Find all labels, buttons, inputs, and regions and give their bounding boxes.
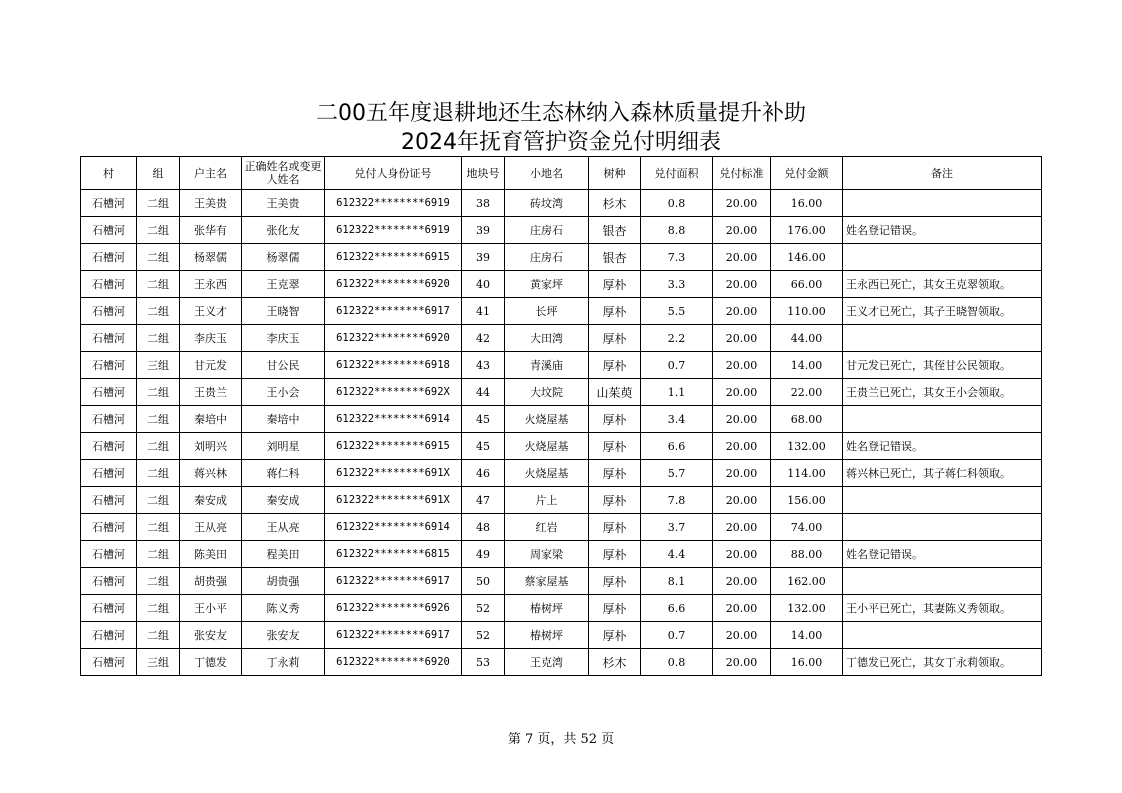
cell-amount: 14.00: [771, 352, 843, 379]
cell-plot-no: 49: [462, 541, 505, 568]
table-row: [81, 460, 1042, 487]
cell-species: 厚朴: [589, 271, 641, 298]
cell-group: 三组: [137, 352, 180, 379]
table-row: [81, 244, 1042, 271]
cell-correct-name: 秦培中: [242, 406, 325, 433]
cell-amount: 146.00: [771, 244, 843, 271]
cell-household-head: 陈美田: [180, 541, 242, 568]
cell-group: 二组: [137, 487, 180, 514]
cell-household-head: 王贵兰: [180, 379, 242, 406]
cell-place-name: 片上: [505, 487, 589, 514]
cell-amount: 44.00: [771, 325, 843, 352]
cell-correct-name: 王小会: [242, 379, 325, 406]
cell-standard: 20.00: [713, 622, 771, 649]
cell-id-number: 612322********6917: [325, 298, 462, 325]
header-standard: 兑付标准: [713, 157, 771, 190]
cell-household-head: 杨翠儒: [180, 244, 242, 271]
cell-village: 石槽河: [81, 271, 137, 298]
cell-correct-name: 秦安成: [242, 487, 325, 514]
cell-standard: 20.00: [713, 190, 771, 217]
cell-group: 二组: [137, 622, 180, 649]
cell-area: 6.6: [641, 595, 713, 622]
cell-plot-no: 42: [462, 325, 505, 352]
cell-group: 二组: [137, 568, 180, 595]
table-row: [81, 325, 1042, 352]
cell-species: 厚朴: [589, 541, 641, 568]
cell-standard: 20.00: [713, 433, 771, 460]
cell-correct-name: 甘公民: [242, 352, 325, 379]
table-row: [81, 298, 1042, 325]
cell-correct-name: 张安友: [242, 622, 325, 649]
cell-id-number: 612322********6919: [325, 217, 462, 244]
cell-village: 石槽河: [81, 217, 137, 244]
cell-correct-name: 胡贵强: [242, 568, 325, 595]
cell-place-name: 长坪: [505, 298, 589, 325]
table-row: [81, 379, 1042, 406]
cell-place-name: 红岩: [505, 514, 589, 541]
cell-village: 石槽河: [81, 514, 137, 541]
cell-species: 厚朴: [589, 568, 641, 595]
header-plot-no: 地块号: [462, 157, 505, 190]
cell-group: 二组: [137, 271, 180, 298]
cell-place-name: 庄房石: [505, 244, 589, 271]
cell-place-name: 火烧屋基: [505, 460, 589, 487]
cell-correct-name: 王美贵: [242, 190, 325, 217]
cell-household-head: 丁德发: [180, 649, 242, 676]
cell-place-name: 火烧屋基: [505, 406, 589, 433]
cell-id-number: 612322********6914: [325, 406, 462, 433]
header-species: 树种: [589, 157, 641, 190]
cell-id-number: 612322********6920: [325, 325, 462, 352]
cell-group: 二组: [137, 325, 180, 352]
cell-plot-no: 43: [462, 352, 505, 379]
cell-area: 8.1: [641, 568, 713, 595]
cell-amount: 156.00: [771, 487, 843, 514]
cell-remark: 王永西已死亡，其女王克翠领取。: [843, 271, 1042, 298]
cell-amount: 74.00: [771, 514, 843, 541]
cell-id-number: 612322********6914: [325, 514, 462, 541]
cell-village: 石槽河: [81, 325, 137, 352]
table-row: [81, 514, 1042, 541]
payment-detail-table: [80, 156, 1042, 676]
cell-correct-name: 程美田: [242, 541, 325, 568]
cell-correct-name: 刘明星: [242, 433, 325, 460]
cell-id-number: 612322********6915: [325, 244, 462, 271]
cell-village: 石槽河: [81, 649, 137, 676]
cell-remark: [843, 568, 1042, 595]
table-row: [81, 406, 1042, 433]
document-title-line1: 二00五年度退耕地还生态林纳入森林质量提升补助: [316, 101, 806, 126]
cell-household-head: 王美贵: [180, 190, 242, 217]
cell-remark: 姓名登记错误。: [843, 433, 1042, 460]
cell-group: 二组: [137, 298, 180, 325]
cell-household-head: 刘明兴: [180, 433, 242, 460]
cell-species: 杉木: [589, 190, 641, 217]
cell-standard: 20.00: [713, 217, 771, 244]
cell-place-name: 周家梁: [505, 541, 589, 568]
cell-remark: [843, 622, 1042, 649]
cell-household-head: 秦安成: [180, 487, 242, 514]
cell-group: 二组: [137, 217, 180, 244]
cell-household-head: 秦培中: [180, 406, 242, 433]
cell-id-number: 612322********692X: [325, 379, 462, 406]
cell-standard: 20.00: [713, 352, 771, 379]
cell-species: 厚朴: [589, 487, 641, 514]
cell-id-number: 612322********6815: [325, 541, 462, 568]
cell-plot-no: 52: [462, 595, 505, 622]
cell-correct-name: 李庆玉: [242, 325, 325, 352]
cell-group: 二组: [137, 244, 180, 271]
cell-species: 山茱萸: [589, 379, 641, 406]
cell-amount: 162.00: [771, 568, 843, 595]
cell-remark: [843, 406, 1042, 433]
cell-place-name: 砖坟湾: [505, 190, 589, 217]
cell-group: 二组: [137, 433, 180, 460]
cell-species: 厚朴: [589, 514, 641, 541]
cell-amount: 22.00: [771, 379, 843, 406]
cell-area: 3.4: [641, 406, 713, 433]
cell-id-number: 612322********6918: [325, 352, 462, 379]
cell-id-number: 612322********6920: [325, 271, 462, 298]
cell-id-number: 612322********691X: [325, 460, 462, 487]
cell-plot-no: 44: [462, 379, 505, 406]
cell-id-number: 612322********6917: [325, 568, 462, 595]
cell-id-number: 612322********6915: [325, 433, 462, 460]
cell-area: 0.7: [641, 352, 713, 379]
table-row: [81, 541, 1042, 568]
cell-standard: 20.00: [713, 514, 771, 541]
cell-household-head: 张华有: [180, 217, 242, 244]
cell-household-head: 蒋兴林: [180, 460, 242, 487]
cell-household-head: 胡贵强: [180, 568, 242, 595]
cell-group: 二组: [137, 514, 180, 541]
cell-area: 0.7: [641, 622, 713, 649]
table-row: [81, 568, 1042, 595]
cell-species: 厚朴: [589, 352, 641, 379]
header-correct-name: 正确姓名或变更人姓名: [242, 157, 325, 190]
cell-correct-name: 张化友: [242, 217, 325, 244]
cell-standard: 20.00: [713, 406, 771, 433]
cell-correct-name: 丁永莉: [242, 649, 325, 676]
cell-village: 石槽河: [81, 568, 137, 595]
table-row: [81, 190, 1042, 217]
cell-household-head: 王小平: [180, 595, 242, 622]
cell-plot-no: 46: [462, 460, 505, 487]
cell-standard: 20.00: [713, 379, 771, 406]
cell-amount: 88.00: [771, 541, 843, 568]
cell-plot-no: 45: [462, 433, 505, 460]
cell-plot-no: 53: [462, 649, 505, 676]
cell-remark: 蒋兴林已死亡，其子蒋仁科领取。: [843, 460, 1042, 487]
table-row: [81, 649, 1042, 676]
cell-remark: 姓名登记错误。: [843, 217, 1042, 244]
cell-amount: 132.00: [771, 433, 843, 460]
cell-species: 厚朴: [589, 460, 641, 487]
cell-plot-no: 52: [462, 622, 505, 649]
cell-village: 石槽河: [81, 298, 137, 325]
cell-correct-name: 王从亮: [242, 514, 325, 541]
cell-place-name: 火烧屋基: [505, 433, 589, 460]
cell-plot-no: 41: [462, 298, 505, 325]
cell-standard: 20.00: [713, 244, 771, 271]
cell-amount: 132.00: [771, 595, 843, 622]
cell-species: 厚朴: [589, 298, 641, 325]
cell-remark: 姓名登记错误。: [843, 541, 1042, 568]
cell-place-name: 大坟院: [505, 379, 589, 406]
cell-species: 银杏: [589, 244, 641, 271]
table-body: [81, 190, 1042, 676]
header-village: 村: [81, 157, 137, 190]
cell-village: 石槽河: [81, 460, 137, 487]
cell-remark: [843, 325, 1042, 352]
cell-remark: 丁德发已死亡，其女丁永莉领取。: [843, 649, 1042, 676]
cell-correct-name: 陈义秀: [242, 595, 325, 622]
cell-amount: 176.00: [771, 217, 843, 244]
cell-standard: 20.00: [713, 298, 771, 325]
cell-id-number: 612322********691X: [325, 487, 462, 514]
cell-species: 厚朴: [589, 595, 641, 622]
header-area: 兑付面积: [641, 157, 713, 190]
cell-village: 石槽河: [81, 352, 137, 379]
cell-village: 石槽河: [81, 244, 137, 271]
cell-place-name: 庄房石: [505, 217, 589, 244]
cell-place-name: 蔡家屋基: [505, 568, 589, 595]
cell-village: 石槽河: [81, 622, 137, 649]
cell-area: 3.7: [641, 514, 713, 541]
cell-species: 杉木: [589, 649, 641, 676]
cell-area: 4.4: [641, 541, 713, 568]
cell-plot-no: 45: [462, 406, 505, 433]
cell-group: 二组: [137, 406, 180, 433]
cell-group: 二组: [137, 595, 180, 622]
cell-remark: [843, 244, 1042, 271]
cell-standard: 20.00: [713, 325, 771, 352]
cell-remark: [843, 514, 1042, 541]
cell-amount: 114.00: [771, 460, 843, 487]
cell-species: 厚朴: [589, 433, 641, 460]
table-row: [81, 595, 1042, 622]
cell-standard: 20.00: [713, 487, 771, 514]
cell-standard: 20.00: [713, 271, 771, 298]
cell-area: 3.3: [641, 271, 713, 298]
cell-remark: 王贵兰已死亡，其女王小会领取。: [843, 379, 1042, 406]
table-row: [81, 352, 1042, 379]
cell-area: 8.8: [641, 217, 713, 244]
cell-area: 2.2: [641, 325, 713, 352]
cell-standard: 20.00: [713, 649, 771, 676]
cell-plot-no: 39: [462, 217, 505, 244]
cell-plot-no: 50: [462, 568, 505, 595]
cell-species: 银杏: [589, 217, 641, 244]
cell-place-name: 椿树坪: [505, 595, 589, 622]
cell-area: 5.5: [641, 298, 713, 325]
cell-species: 厚朴: [589, 406, 641, 433]
cell-household-head: 王义才: [180, 298, 242, 325]
cell-household-head: 王从亮: [180, 514, 242, 541]
cell-place-name: 椿树坪: [505, 622, 589, 649]
cell-group: 二组: [137, 379, 180, 406]
cell-id-number: 612322********6926: [325, 595, 462, 622]
cell-plot-no: 48: [462, 514, 505, 541]
cell-id-number: 612322********6920: [325, 649, 462, 676]
cell-standard: 20.00: [713, 460, 771, 487]
cell-correct-name: 蒋仁科: [242, 460, 325, 487]
header-household-head: 户主名: [180, 157, 242, 190]
cell-amount: 68.00: [771, 406, 843, 433]
header-place-name: 小地名: [505, 157, 589, 190]
cell-amount: 66.00: [771, 271, 843, 298]
cell-standard: 20.00: [713, 595, 771, 622]
cell-amount: 110.00: [771, 298, 843, 325]
cell-place-name: 大田湾: [505, 325, 589, 352]
cell-area: 1.1: [641, 379, 713, 406]
cell-area: 5.7: [641, 460, 713, 487]
cell-plot-no: 40: [462, 271, 505, 298]
cell-group: 三组: [137, 649, 180, 676]
cell-standard: 20.00: [713, 568, 771, 595]
cell-area: 0.8: [641, 649, 713, 676]
cell-remark: 王小平已死亡，其妻陈义秀领取。: [843, 595, 1042, 622]
cell-correct-name: 杨翠儒: [242, 244, 325, 271]
cell-amount: 16.00: [771, 649, 843, 676]
table-row: [81, 217, 1042, 244]
header-id-number: 兑付人身份证号: [325, 157, 462, 190]
cell-species: 厚朴: [589, 622, 641, 649]
cell-id-number: 612322********6917: [325, 622, 462, 649]
page-footer: 第 7 页，共 52 页: [507, 732, 615, 747]
cell-remark: [843, 190, 1042, 217]
cell-plot-no: 38: [462, 190, 505, 217]
table-row: [81, 622, 1042, 649]
cell-place-name: 黄家坪: [505, 271, 589, 298]
cell-area: 7.8: [641, 487, 713, 514]
cell-group: 二组: [137, 460, 180, 487]
cell-group: 二组: [137, 541, 180, 568]
cell-household-head: 甘元发: [180, 352, 242, 379]
cell-village: 石槽河: [81, 433, 137, 460]
cell-place-name: 王克湾: [505, 649, 589, 676]
cell-village: 石槽河: [81, 379, 137, 406]
cell-remark: [843, 487, 1042, 514]
cell-correct-name: 王晓智: [242, 298, 325, 325]
cell-plot-no: 39: [462, 244, 505, 271]
header-remark: 备注: [843, 157, 1042, 190]
cell-village: 石槽河: [81, 190, 137, 217]
cell-amount: 16.00: [771, 190, 843, 217]
table-row: [81, 487, 1042, 514]
table-row: [81, 433, 1042, 460]
cell-area: 6.6: [641, 433, 713, 460]
cell-place-name: 青溪庙: [505, 352, 589, 379]
header-amount: 兑付金额: [771, 157, 843, 190]
cell-village: 石槽河: [81, 406, 137, 433]
cell-village: 石槽河: [81, 487, 137, 514]
cell-remark: 甘元发已死亡，其侄甘公民领取。: [843, 352, 1042, 379]
cell-household-head: 张安友: [180, 622, 242, 649]
cell-correct-name: 王克翠: [242, 271, 325, 298]
cell-species: 厚朴: [589, 325, 641, 352]
cell-remark: 王义才已死亡，其子王晓智领取。: [843, 298, 1042, 325]
cell-area: 0.8: [641, 190, 713, 217]
cell-amount: 14.00: [771, 622, 843, 649]
cell-standard: 20.00: [713, 541, 771, 568]
cell-plot-no: 47: [462, 487, 505, 514]
cell-id-number: 612322********6919: [325, 190, 462, 217]
cell-village: 石槽河: [81, 595, 137, 622]
table-header-row: [81, 157, 1042, 190]
cell-household-head: 王永西: [180, 271, 242, 298]
cell-village: 石槽河: [81, 541, 137, 568]
cell-household-head: 李庆玉: [180, 325, 242, 352]
cell-area: 7.3: [641, 244, 713, 271]
table-row: [81, 271, 1042, 298]
document-title-line2: 2024年抚育管护资金兑付明细表: [401, 130, 721, 155]
header-group: 组: [137, 157, 180, 190]
cell-group: 二组: [137, 190, 180, 217]
